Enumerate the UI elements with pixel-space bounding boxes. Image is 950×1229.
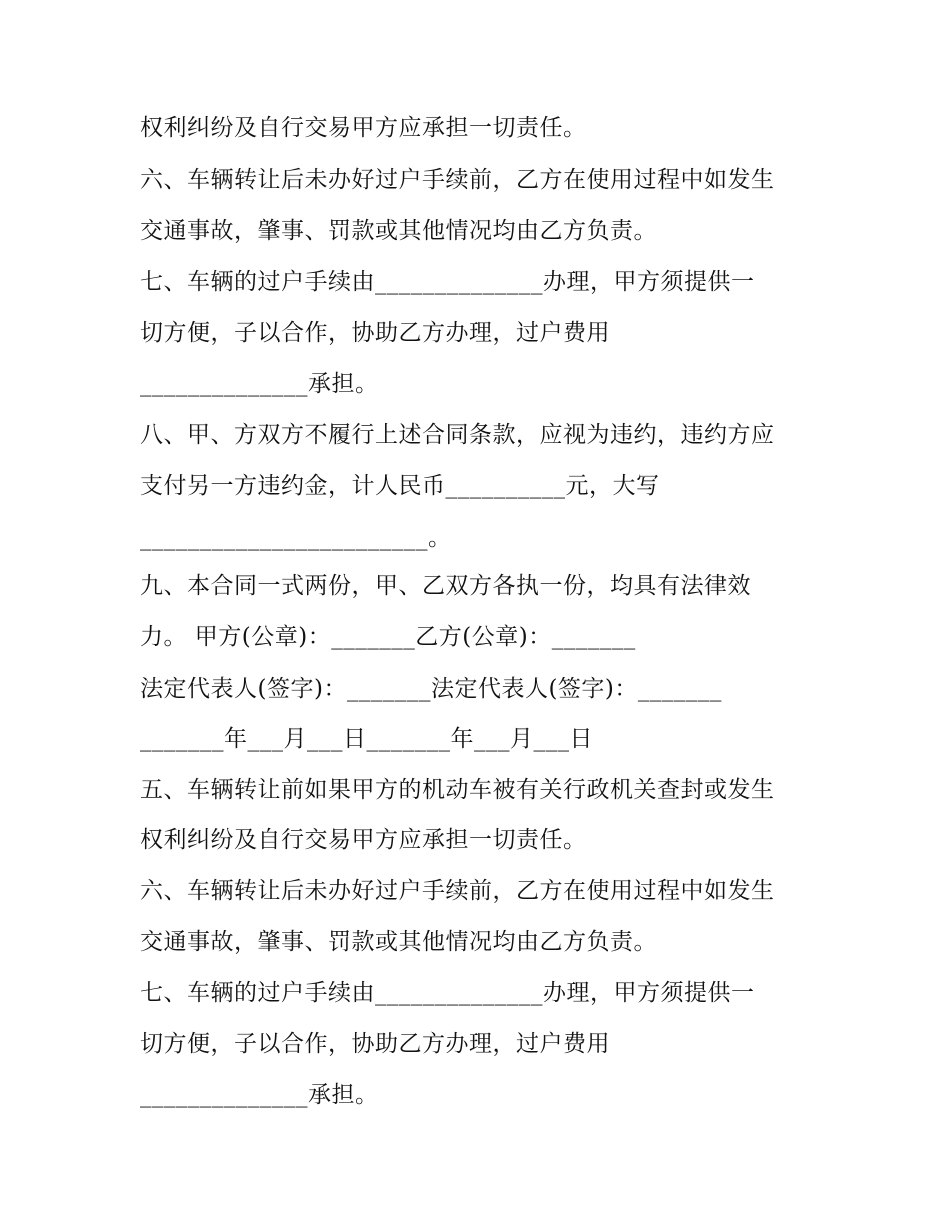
text-line: ______________承担。 — [140, 1082, 379, 1108]
text-line: 切方便，子以合作，协助乙方办理，过户费用 — [140, 320, 610, 346]
text-line: 九、本合同一式两份，甲、乙双方各执一份，均具有法律效 — [140, 573, 751, 599]
text-line: ________________________。 — [140, 525, 452, 551]
text-line: 力。 甲方(公章)：_______乙方(公章)：_______ — [140, 624, 636, 650]
text-line: 支付另一方违约金，计人民币__________元，大写 — [140, 473, 660, 499]
text-line: 七、车辆的过户手续由______________办理，甲方须提供一 — [140, 980, 755, 1006]
text-line: 权利纠纷及自行交易甲方应承担一切责任。 — [140, 827, 587, 853]
text-line: ______________承担。 — [140, 371, 379, 397]
text-line: 权利纠纷及自行交易甲方应承担一切责任。 — [140, 115, 587, 141]
text-line: 五、车辆转让前如果甲方的机动车被有关行政机关查封或发生 — [140, 777, 775, 803]
text-line: _______年___月___日_______年___月___日 — [140, 726, 593, 752]
text-line: 切方便，子以合作，协助乙方办理，过户费用 — [140, 1031, 610, 1057]
text-line: 交通事故，肇事、罚款或其他情况均由乙方负责。 — [140, 218, 657, 244]
text-line: 交通事故，肇事、罚款或其他情况均由乙方负责。 — [140, 929, 657, 955]
text-line: 八、甲、方双方不履行上述合同条款，应视为违约，违约方应 — [140, 422, 775, 448]
text-line: 六、车辆转让后未办好过户手续前，乙方在使用过程中如发生 — [140, 167, 775, 193]
text-line: 六、车辆转让后未办好过户手续前，乙方在使用过程中如发生 — [140, 878, 775, 904]
text-line: 法定代表人(签字)：_______法定代表人(签字)：_______ — [140, 676, 722, 702]
text-line: 七、车辆的过户手续由______________办理，甲方须提供一 — [140, 269, 755, 295]
